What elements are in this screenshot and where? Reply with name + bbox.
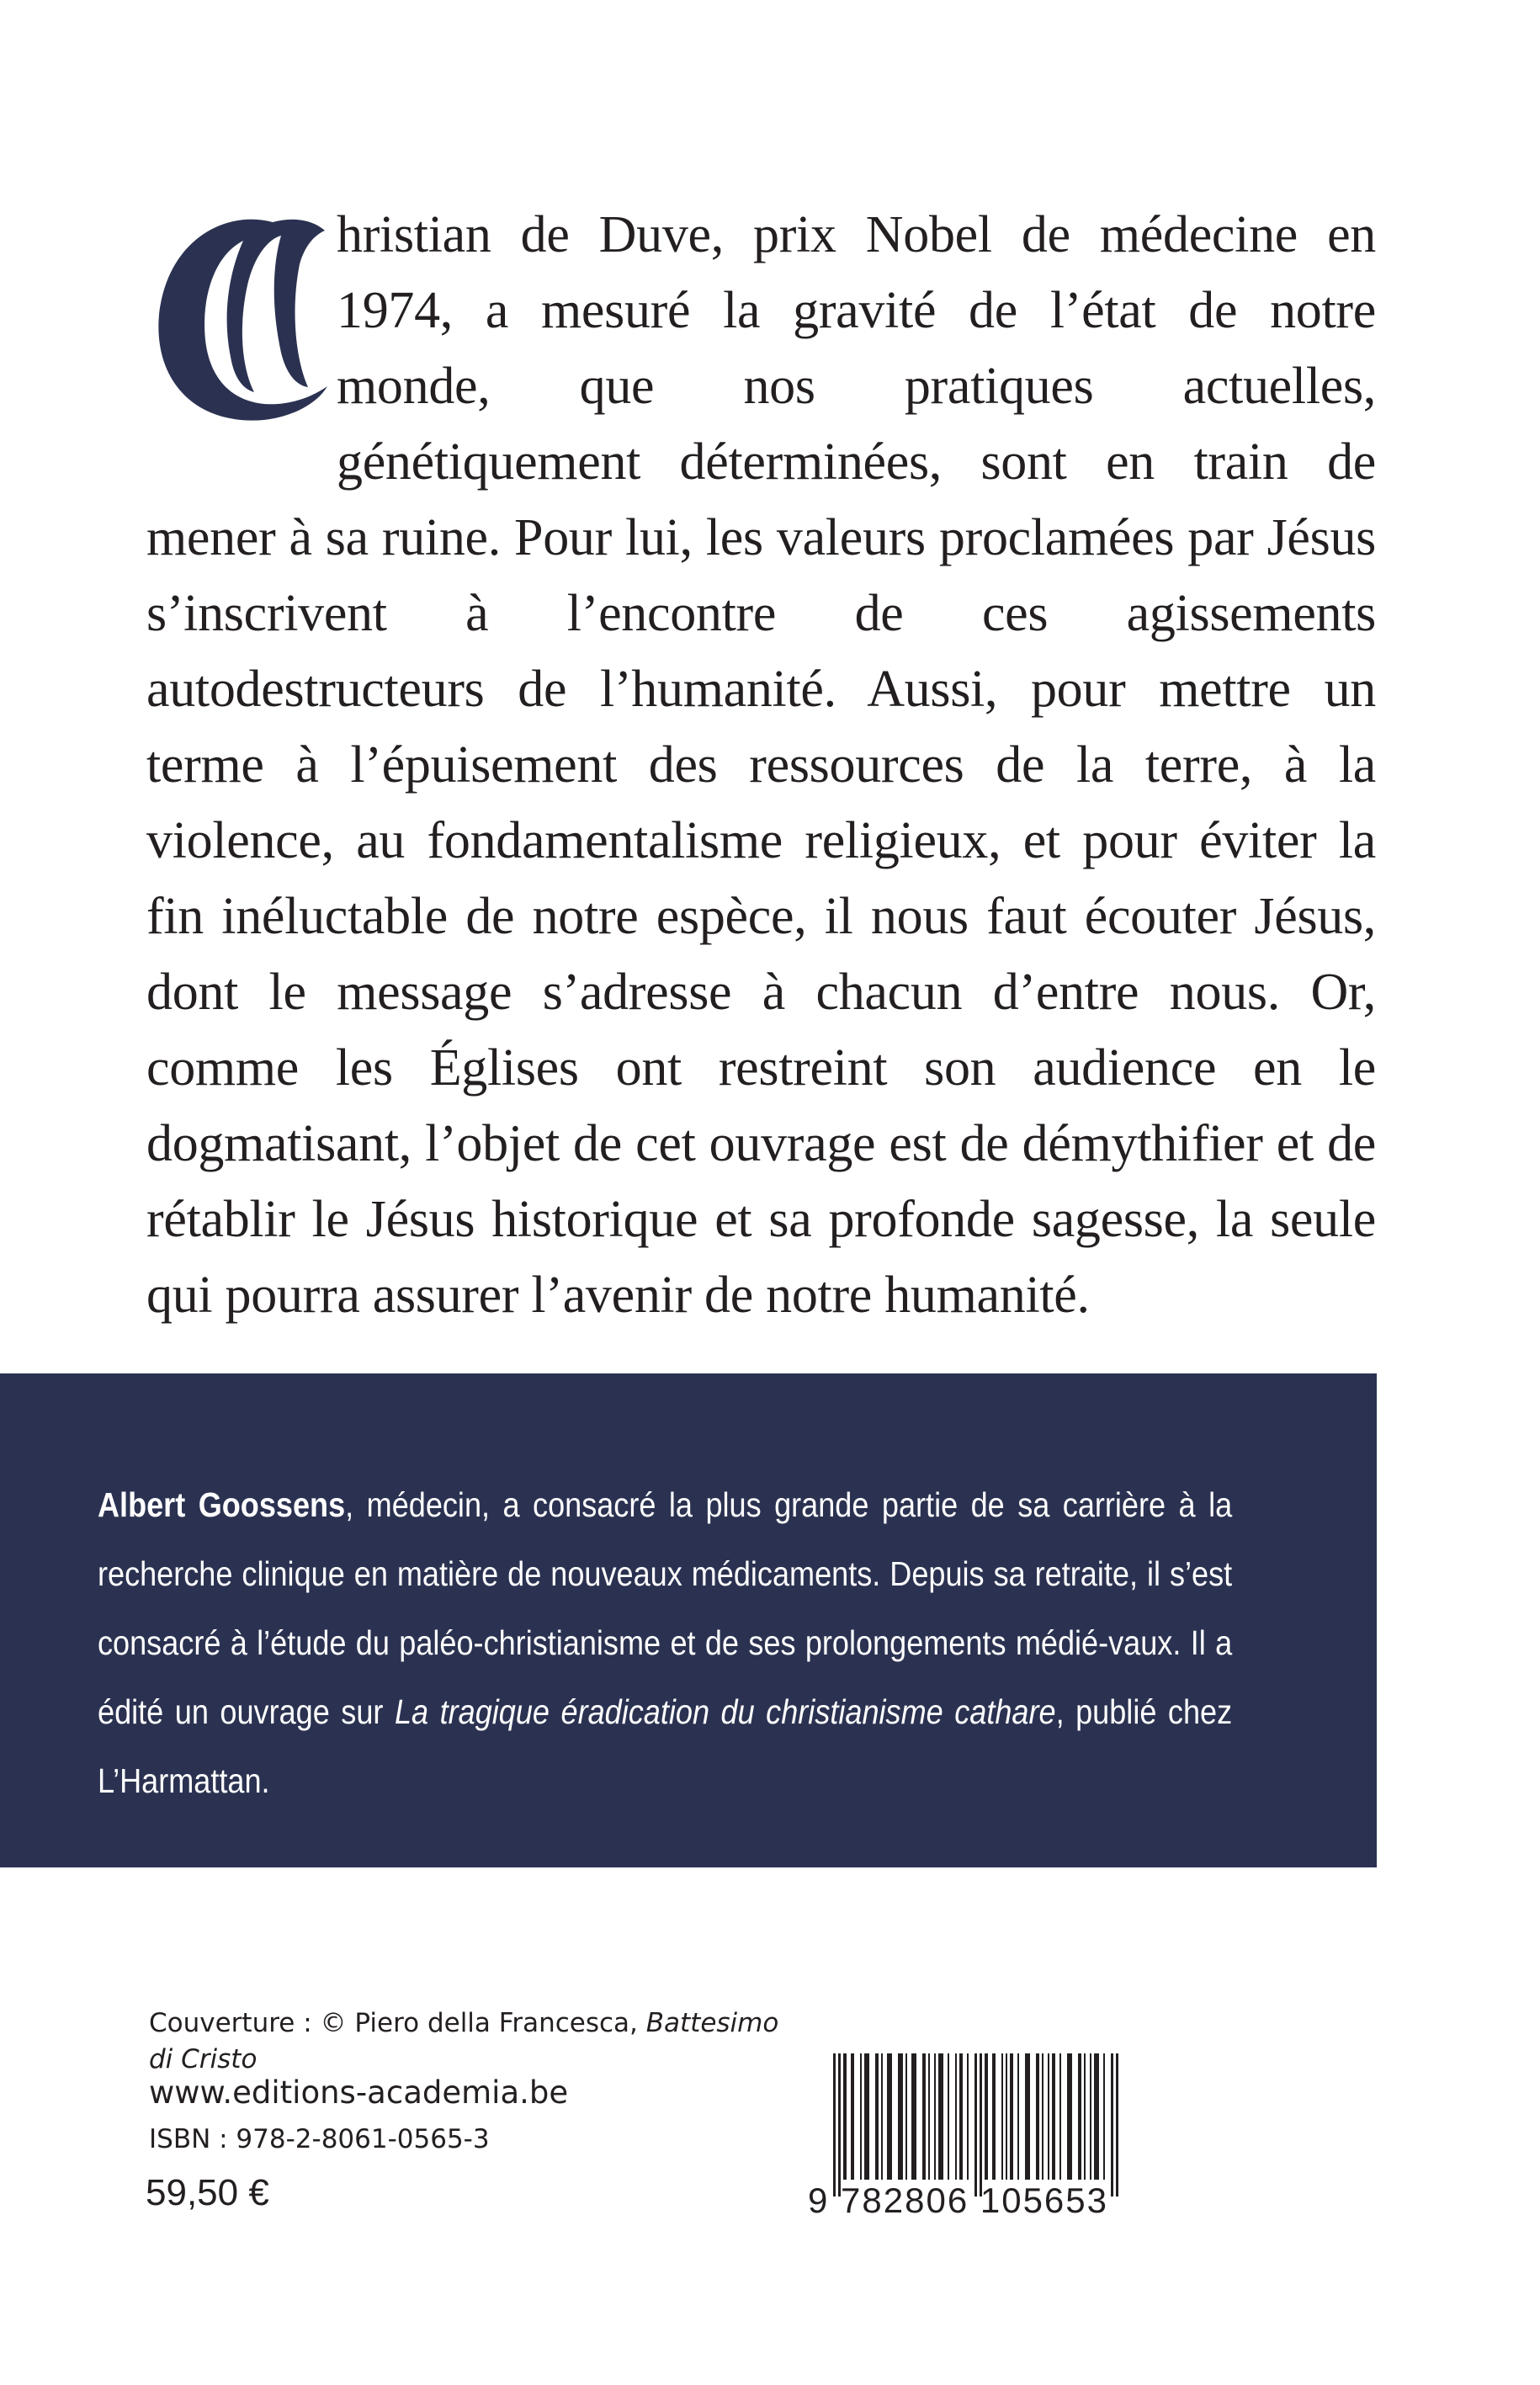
barcode-bar [1059, 2053, 1061, 2180]
blurb-text: hristian de Duve, prix Nobel de médecine en 1974, a mesuré la gravité de l’état de notre monde, que nos pratiques actuelles, génétiquement déterminées, sont en train de mener à sa ruine. Pour lui, les valeurs proclamées par Jésus s’inscrivent à l’encontre de ces agissements autodestructeurs de l’humanité. Aussi, pour mettre un terme à l’épuisement des ressources de la terre, à la violence, au fondamentalisme religieux, et pour éviter la fin inéluctable de notre espèce, il nous faut écouter Jésus, dont le message s’adresse à chacun d’entre nous. Or, comme les Églises ont restreint son audience en le dogmatisant, l’objet de cet ouvrage est de démythifier et de rétablir le Jésus historique et sa profonde sagesse, la seule qui pourra assurer l’avenir de notre humanité. [146, 206, 1376, 1324]
barcode-bar [1116, 2053, 1118, 2196]
price: 59,50 € [146, 2172, 269, 2213]
barcode-bar [1010, 2053, 1013, 2180]
barcode-bar [928, 2053, 930, 2180]
isbn: ISBN : 978-2-8061-0565-3 [149, 2124, 490, 2154]
barcode-bar [875, 2053, 879, 2180]
publisher-website[interactable]: www.editions-academia.be [149, 2074, 569, 2111]
barcode-bar [1006, 2053, 1007, 2180]
barcode-bar [985, 2053, 988, 2180]
barcode-bar [948, 2053, 949, 2180]
drop-cap-c [146, 205, 332, 433]
barcode-bar [922, 2053, 926, 2180]
barcode-bar [1001, 2053, 1003, 2180]
author-bio-text-1: , médecin, a consacré la plus grande partie de sa carrière à la recherche clinique en matière de nouveaux médicaments. Depuis sa retraite, il s’est consacré à l’étude du paléo-christianisme et de ses prolongements médié-vaux. Il a édité un ouvrage sur [98, 1485, 1233, 1731]
barcode-bar [980, 2053, 982, 2196]
barcode-bar [1090, 2053, 1091, 2180]
barcode-bar [974, 2053, 977, 2196]
barcode-bar [934, 2053, 936, 2180]
barcode-bar [911, 2053, 916, 2180]
barcode-bar [833, 2053, 836, 2196]
barcode-bar [1036, 2053, 1039, 2180]
barcode-bar [881, 2053, 883, 2180]
barcode-bar [955, 2053, 957, 2180]
barcode-bar [938, 2053, 943, 2180]
barcode-bar [851, 2053, 854, 2180]
barcode-bar [1103, 2053, 1105, 2180]
barcode-bar [1094, 2053, 1099, 2180]
author-name: Albert Goossens [98, 1485, 346, 1524]
barcode-bar [864, 2053, 869, 2180]
barcode-bar [838, 2053, 841, 2196]
author-bio [98, 1470, 1232, 1815]
cover-credit-label: Couverture : © Piero della Francesca, [149, 2008, 646, 2038]
barcode-bar [1111, 2053, 1113, 2196]
cover-credit [149, 2005, 805, 2078]
barcode-bar [905, 2053, 907, 2180]
barcode-bar [1052, 2053, 1055, 2180]
barcode-bar [860, 2053, 862, 2180]
barcode-bar [843, 2053, 847, 2180]
barcode-bar [967, 2053, 969, 2180]
barcode-digits: 9 782806 105653 [808, 2180, 1108, 2220]
barcode-bar [887, 2053, 892, 2180]
barcode-bar [1067, 2053, 1072, 2180]
barcode-bar [1025, 2053, 1030, 2180]
author-bio-panel [0, 1373, 1377, 1867]
cover-artwork-title: Battesimo di Cristo [149, 2008, 779, 2074]
barcode-bar [1042, 2053, 1043, 2180]
barcode-bar [1017, 2053, 1019, 2180]
barcode-bar [959, 2053, 963, 2180]
barcode-bar [992, 2053, 996, 2180]
barcode-bar [1048, 2053, 1049, 2180]
author-bio-text-2: , publié chez L’Harmattan. [98, 1692, 1233, 1800]
barcode-bar [1084, 2053, 1086, 2180]
barcode-bar [898, 2053, 903, 2180]
barcode-bar [1078, 2053, 1081, 2180]
author-previous-book-title: La tragique éradication du christianisme cathare [394, 1692, 1056, 1731]
blurb-paragraph [146, 197, 1376, 1333]
